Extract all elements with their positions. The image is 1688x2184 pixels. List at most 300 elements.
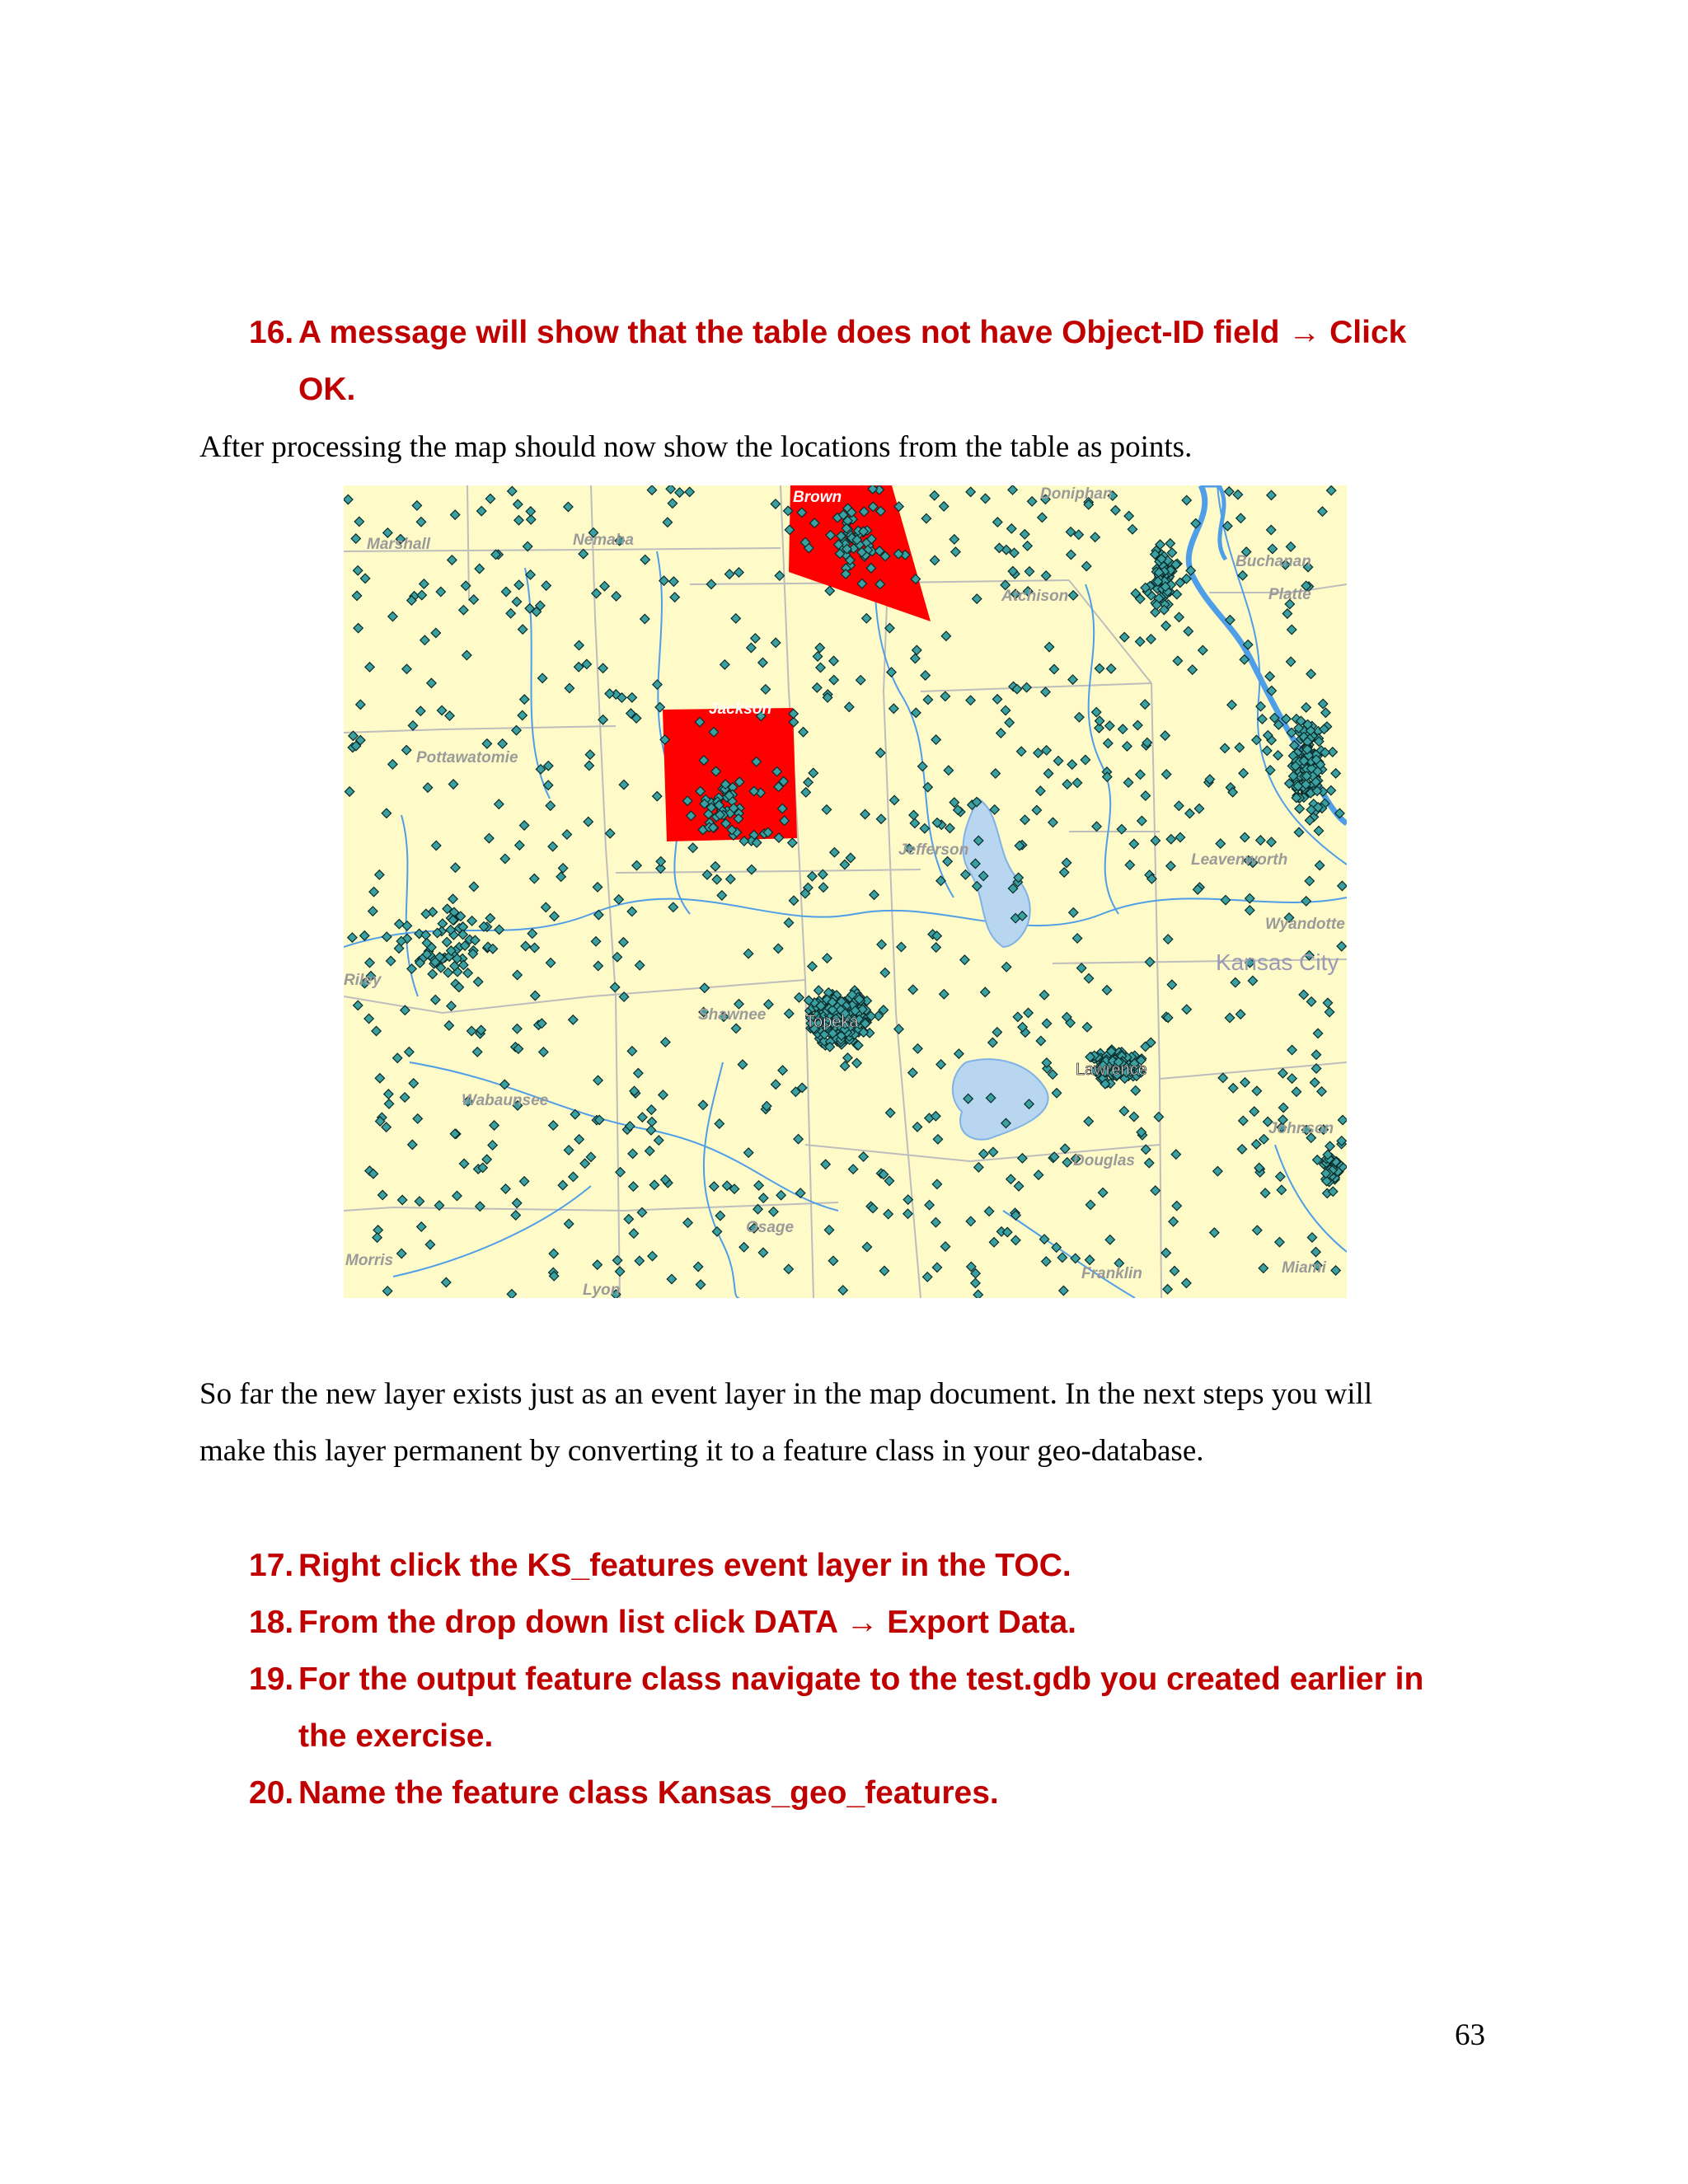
feature-point bbox=[364, 1014, 373, 1023]
feature-point bbox=[1263, 746, 1272, 755]
feature-point bbox=[784, 918, 793, 927]
feature-point bbox=[683, 1218, 692, 1227]
feature-point bbox=[1024, 1008, 1033, 1017]
feature-point bbox=[923, 1272, 932, 1282]
feature-point bbox=[1198, 645, 1207, 654]
feature-point bbox=[771, 1080, 781, 1089]
county-label: Lyon bbox=[583, 1282, 621, 1298]
feature-point bbox=[467, 916, 476, 926]
feature-point bbox=[1014, 1182, 1023, 1191]
feature-point bbox=[1294, 827, 1303, 837]
feature-point bbox=[884, 1176, 893, 1185]
feature-point bbox=[1136, 637, 1145, 646]
perry-lake bbox=[963, 799, 1029, 947]
step-number: 19. bbox=[249, 1661, 294, 1697]
feature-point bbox=[884, 1209, 893, 1218]
feature-point bbox=[1325, 1007, 1334, 1016]
feature-point bbox=[840, 860, 849, 869]
feature-point bbox=[1236, 1010, 1245, 1019]
feature-point bbox=[1267, 490, 1276, 499]
feature-point bbox=[640, 555, 649, 564]
feature-point bbox=[473, 1047, 482, 1057]
feature-point bbox=[475, 564, 484, 573]
feature-point bbox=[1273, 751, 1282, 760]
county-label: Shawnee bbox=[698, 1006, 767, 1024]
feature-point bbox=[1167, 980, 1176, 989]
feature-point bbox=[1151, 607, 1160, 616]
feature-point bbox=[889, 704, 898, 713]
feature-point bbox=[1248, 976, 1257, 985]
feature-point bbox=[909, 810, 918, 819]
feature-point bbox=[1052, 1089, 1061, 1098]
feature-point bbox=[933, 1135, 942, 1144]
feature-point bbox=[593, 1076, 603, 1085]
feature-point bbox=[670, 593, 679, 602]
feature-point bbox=[1237, 1145, 1246, 1154]
county-label: Marshall bbox=[367, 536, 431, 553]
feature-point bbox=[1306, 997, 1315, 1006]
feature-point bbox=[653, 680, 662, 689]
feature-point bbox=[448, 780, 457, 789]
feature-point bbox=[521, 941, 530, 950]
feature-point bbox=[1282, 609, 1292, 618]
feature-point bbox=[619, 780, 628, 789]
feature-point bbox=[799, 728, 808, 737]
feature-point bbox=[495, 799, 504, 808]
feature-point bbox=[569, 1015, 578, 1024]
feature-point bbox=[761, 685, 770, 694]
feature-point bbox=[843, 1053, 852, 1062]
feature-point bbox=[498, 739, 507, 748]
feature-point bbox=[663, 518, 672, 527]
feature-point bbox=[402, 921, 411, 930]
feature-point bbox=[1265, 672, 1274, 681]
feature-point bbox=[1003, 1227, 1012, 1236]
feature-point bbox=[846, 853, 855, 862]
feature-point bbox=[1020, 815, 1029, 824]
feature-point bbox=[1007, 524, 1016, 533]
step-text-line-2: the exercise. bbox=[298, 1718, 494, 1754]
feature-point bbox=[1292, 1087, 1301, 1096]
feature-point bbox=[1314, 827, 1323, 836]
feature-point bbox=[1286, 542, 1295, 551]
feature-point bbox=[1044, 642, 1053, 651]
feature-point bbox=[482, 739, 491, 748]
feature-point bbox=[1018, 1154, 1027, 1163]
feature-point bbox=[546, 958, 555, 968]
feature-point bbox=[444, 1021, 453, 1030]
feature-point bbox=[1240, 832, 1250, 841]
feature-point bbox=[966, 696, 975, 705]
feature-point bbox=[513, 1024, 522, 1033]
feature-point bbox=[1318, 507, 1327, 516]
feature-point bbox=[1069, 908, 1078, 917]
feature-point bbox=[539, 1047, 548, 1057]
step-text: Name the feature class Kansas_geo_features. bbox=[298, 1775, 999, 1811]
feature-point bbox=[375, 870, 384, 879]
feature-point bbox=[1338, 881, 1347, 890]
feature-point bbox=[710, 862, 720, 871]
feature-point bbox=[1077, 963, 1086, 972]
county-label: Wabaunsee bbox=[462, 1092, 549, 1109]
feature-point bbox=[1185, 808, 1194, 818]
feature-point bbox=[973, 594, 982, 603]
county-label: Osage bbox=[746, 1219, 795, 1236]
feature-point bbox=[369, 888, 378, 897]
feature-point bbox=[1306, 669, 1315, 678]
feature-point bbox=[908, 1068, 917, 1077]
feature-point bbox=[1013, 1012, 1022, 1021]
feature-point bbox=[1286, 657, 1295, 666]
feature-point bbox=[1075, 713, 1084, 722]
feature-point bbox=[485, 833, 494, 842]
feature-point bbox=[407, 964, 416, 973]
step-text-line-1: For the output feature class navigate to the test.gdb you created earlier in bbox=[298, 1661, 1424, 1697]
feature-points bbox=[344, 485, 1347, 1298]
county-label: Buchanan bbox=[1236, 553, 1311, 570]
feature-point bbox=[1041, 687, 1050, 696]
feature-point bbox=[1160, 731, 1170, 740]
feature-point bbox=[1092, 707, 1101, 716]
feature-point bbox=[1287, 1074, 1296, 1083]
feature-point bbox=[1125, 860, 1134, 869]
feature-point bbox=[991, 769, 1000, 778]
feature-point bbox=[1085, 1255, 1094, 1264]
feature-point bbox=[759, 1193, 768, 1202]
feature-point bbox=[393, 1053, 402, 1062]
feature-point bbox=[530, 943, 539, 952]
feature-point bbox=[1025, 567, 1034, 576]
feature-point bbox=[1105, 721, 1114, 730]
feature-point bbox=[1278, 1069, 1287, 1078]
feature-point bbox=[519, 821, 528, 830]
feature-point bbox=[1067, 550, 1076, 559]
feature-point bbox=[382, 808, 391, 818]
feature-point bbox=[1123, 742, 1132, 751]
feature-point bbox=[1227, 701, 1236, 710]
county-label: Wyandotte bbox=[1265, 916, 1345, 933]
feature-point bbox=[666, 485, 675, 494]
feature-point bbox=[360, 931, 369, 940]
feature-point bbox=[382, 1122, 391, 1132]
feature-point bbox=[459, 960, 468, 969]
feature-point bbox=[452, 1191, 462, 1200]
feature-point bbox=[794, 1134, 803, 1143]
feature-point bbox=[829, 656, 838, 665]
feature-point bbox=[795, 1188, 804, 1197]
feature-point bbox=[1236, 513, 1245, 523]
feature-point bbox=[646, 1126, 655, 1135]
feature-point bbox=[1182, 495, 1191, 504]
feature-point bbox=[485, 494, 495, 504]
feature-point bbox=[1123, 778, 1132, 787]
feature-point bbox=[574, 1135, 584, 1144]
feature-point bbox=[886, 1108, 895, 1118]
feature-point bbox=[436, 587, 445, 596]
feature-point bbox=[459, 1159, 468, 1168]
feature-point bbox=[1042, 1019, 1051, 1028]
feature-point bbox=[966, 1216, 975, 1226]
feature-point bbox=[1146, 635, 1156, 644]
feature-point bbox=[1221, 895, 1230, 904]
feature-point bbox=[808, 872, 817, 881]
feature-point bbox=[519, 1177, 528, 1186]
feature-point bbox=[940, 990, 949, 999]
feature-point bbox=[1279, 1103, 1288, 1112]
feature-point bbox=[1194, 804, 1203, 813]
feature-point bbox=[1338, 1115, 1347, 1124]
feature-point bbox=[747, 865, 756, 874]
feature-point bbox=[1008, 485, 1017, 494]
feature-point bbox=[1085, 1200, 1095, 1209]
county-label: Doniphan bbox=[1040, 485, 1113, 503]
county-label: Pottawatomie bbox=[416, 749, 518, 766]
feature-point bbox=[398, 1195, 407, 1204]
feature-point bbox=[501, 587, 510, 596]
feature-point bbox=[923, 695, 932, 704]
feature-point bbox=[1162, 770, 1171, 779]
feature-point bbox=[548, 841, 557, 851]
feature-point bbox=[415, 1197, 424, 1206]
feature-point bbox=[931, 1218, 940, 1227]
feature-point bbox=[685, 487, 694, 496]
feature-point bbox=[514, 516, 523, 525]
feature-point bbox=[941, 631, 950, 640]
feature-point bbox=[1310, 1078, 1319, 1087]
feature-point bbox=[1301, 897, 1311, 906]
feature-point bbox=[818, 883, 828, 892]
feature-point bbox=[526, 507, 535, 516]
feature-point bbox=[600, 582, 609, 591]
feature-point bbox=[1313, 1029, 1322, 1038]
feature-point bbox=[870, 890, 879, 899]
feature-point bbox=[1049, 664, 1058, 673]
feature-point bbox=[778, 1066, 787, 1075]
feature-point bbox=[654, 1136, 663, 1145]
feature-point bbox=[512, 726, 521, 735]
feature-point bbox=[507, 1290, 516, 1298]
feature-point bbox=[1326, 785, 1335, 794]
feature-point bbox=[1315, 860, 1324, 869]
feature-point bbox=[354, 623, 363, 632]
feature-point bbox=[731, 1024, 740, 1033]
feature-point bbox=[1131, 1086, 1140, 1095]
feature-point bbox=[894, 1024, 903, 1033]
feature-point bbox=[889, 795, 898, 804]
feature-point bbox=[936, 876, 945, 885]
feature-point bbox=[667, 1274, 676, 1283]
feature-point bbox=[437, 705, 446, 715]
feature-point bbox=[593, 1260, 602, 1269]
county-label: Jackson bbox=[709, 701, 772, 718]
feature-point bbox=[518, 710, 527, 719]
feature-point bbox=[814, 986, 823, 995]
feature-point bbox=[562, 830, 571, 839]
feature-point bbox=[640, 614, 649, 623]
feature-point bbox=[921, 671, 930, 680]
feature-point bbox=[1161, 1249, 1170, 1258]
feature-point bbox=[427, 678, 436, 687]
feature-point bbox=[1151, 836, 1160, 845]
feature-point bbox=[585, 750, 594, 759]
feature-point bbox=[1017, 747, 1026, 756]
feature-point bbox=[579, 549, 588, 558]
feature-point bbox=[565, 1219, 574, 1228]
feature-point bbox=[550, 912, 559, 921]
feature-point bbox=[1141, 791, 1150, 800]
feature-point bbox=[1141, 700, 1150, 709]
feature-point bbox=[564, 502, 573, 511]
feature-point bbox=[569, 1172, 578, 1181]
feature-point bbox=[984, 1207, 993, 1216]
feature-point bbox=[348, 933, 357, 942]
feature-point bbox=[1136, 770, 1145, 779]
feature-point bbox=[813, 652, 822, 661]
feature-point bbox=[513, 1198, 522, 1207]
feature-point bbox=[1106, 664, 1115, 673]
feature-point bbox=[431, 995, 440, 1004]
feature-point bbox=[809, 768, 818, 777]
feature-point bbox=[1102, 986, 1111, 995]
feature-point bbox=[801, 788, 810, 797]
step-17 bbox=[249, 1537, 1485, 1594]
feature-point bbox=[1124, 512, 1133, 521]
feature-point bbox=[431, 628, 440, 637]
feature-point bbox=[734, 568, 743, 577]
map-canvas bbox=[344, 485, 1347, 1298]
feature-point bbox=[1165, 539, 1175, 548]
feature-point bbox=[462, 650, 471, 659]
feature-point bbox=[1098, 1188, 1107, 1197]
step-number: 17. bbox=[249, 1548, 294, 1583]
feature-point bbox=[731, 614, 740, 623]
feature-point bbox=[788, 838, 797, 847]
feature-point bbox=[417, 1222, 426, 1231]
feature-point bbox=[996, 729, 1006, 738]
feature-point bbox=[629, 1229, 638, 1238]
feature-point bbox=[696, 1280, 705, 1289]
feature-point bbox=[1305, 876, 1314, 885]
feature-point bbox=[420, 579, 429, 588]
feature-point bbox=[598, 663, 607, 673]
feature-point bbox=[824, 1226, 833, 1235]
feature-point bbox=[876, 748, 885, 757]
feature-point bbox=[1301, 703, 1311, 712]
feature-point bbox=[511, 1211, 520, 1220]
feature-point bbox=[1001, 963, 1010, 972]
feature-point bbox=[1210, 1228, 1219, 1237]
feature-point bbox=[549, 1121, 558, 1130]
feature-point bbox=[1129, 839, 1138, 848]
feature-point bbox=[921, 513, 931, 523]
feature-point bbox=[717, 891, 726, 900]
feature-point bbox=[1034, 1170, 1043, 1179]
feature-point bbox=[1068, 591, 1077, 600]
feature-point bbox=[771, 499, 780, 509]
feature-point bbox=[795, 993, 804, 1002]
feature-point bbox=[584, 761, 593, 770]
feature-point bbox=[556, 872, 565, 881]
feature-point bbox=[506, 609, 515, 618]
county-label: Johnson bbox=[1268, 1120, 1334, 1137]
county-label: Douglas bbox=[1073, 1152, 1135, 1169]
feature-point bbox=[1163, 1285, 1172, 1294]
feature-point bbox=[862, 614, 871, 623]
feature-point bbox=[412, 501, 421, 510]
feature-point bbox=[808, 962, 817, 971]
feature-point bbox=[931, 735, 940, 744]
feature-point bbox=[1252, 1140, 1261, 1149]
feature-point bbox=[451, 863, 460, 872]
feature-point bbox=[739, 1243, 748, 1252]
feature-point bbox=[386, 956, 395, 965]
feature-point bbox=[1118, 724, 1128, 733]
feature-point bbox=[512, 597, 521, 606]
feature-point bbox=[930, 491, 939, 500]
feature-point bbox=[1062, 780, 1071, 789]
feature-point bbox=[1231, 978, 1240, 987]
feature-point bbox=[1166, 835, 1175, 844]
feature-point bbox=[448, 555, 457, 565]
paragraph bbox=[199, 1366, 1493, 1479]
feature-point bbox=[993, 518, 1002, 527]
feature-point bbox=[879, 1266, 889, 1275]
feature-point bbox=[974, 1163, 983, 1172]
feature-point bbox=[384, 1099, 393, 1108]
feature-point bbox=[743, 949, 753, 958]
feature-point bbox=[402, 746, 411, 755]
feature-point bbox=[647, 1118, 656, 1127]
county-label: Franklin bbox=[1081, 1265, 1142, 1282]
feature-point bbox=[1161, 621, 1170, 630]
feature-point bbox=[354, 1001, 363, 1010]
feature-point bbox=[638, 1113, 647, 1122]
feature-point bbox=[1081, 755, 1090, 764]
feature-point bbox=[382, 932, 392, 941]
feature-point bbox=[822, 805, 831, 814]
county-label: Miami bbox=[1282, 1259, 1326, 1277]
feature-point bbox=[1032, 805, 1041, 814]
feature-point bbox=[448, 894, 457, 903]
feature-point bbox=[1072, 934, 1081, 943]
feature-point bbox=[1295, 804, 1304, 813]
feature-point bbox=[372, 1026, 381, 1035]
city-label-topeka: Topeka bbox=[805, 1013, 859, 1031]
feature-point bbox=[700, 983, 709, 992]
feature-point bbox=[954, 1049, 964, 1058]
step-number: 16. bbox=[249, 315, 294, 350]
step-text: Right click the KS_features event layer in the TOC. bbox=[298, 1548, 1071, 1583]
feature-point bbox=[592, 588, 601, 598]
feature-point bbox=[365, 958, 374, 968]
feature-point bbox=[1235, 743, 1244, 752]
feature-point bbox=[828, 1256, 837, 1265]
feature-point bbox=[920, 824, 929, 833]
feature-point bbox=[513, 499, 523, 509]
feature-point bbox=[408, 721, 417, 730]
feature-point bbox=[1331, 1266, 1340, 1275]
feature-point bbox=[1327, 486, 1336, 495]
feature-point bbox=[989, 1238, 998, 1247]
feature-point bbox=[1027, 497, 1036, 506]
feature-point bbox=[1082, 561, 1091, 570]
feature-point bbox=[971, 1278, 980, 1287]
feature-point bbox=[1011, 1235, 1020, 1244]
feature-point bbox=[1104, 738, 1113, 748]
county-label: Leavenworth bbox=[1191, 851, 1288, 869]
feature-point bbox=[1259, 1135, 1268, 1144]
feature-point bbox=[542, 902, 551, 912]
